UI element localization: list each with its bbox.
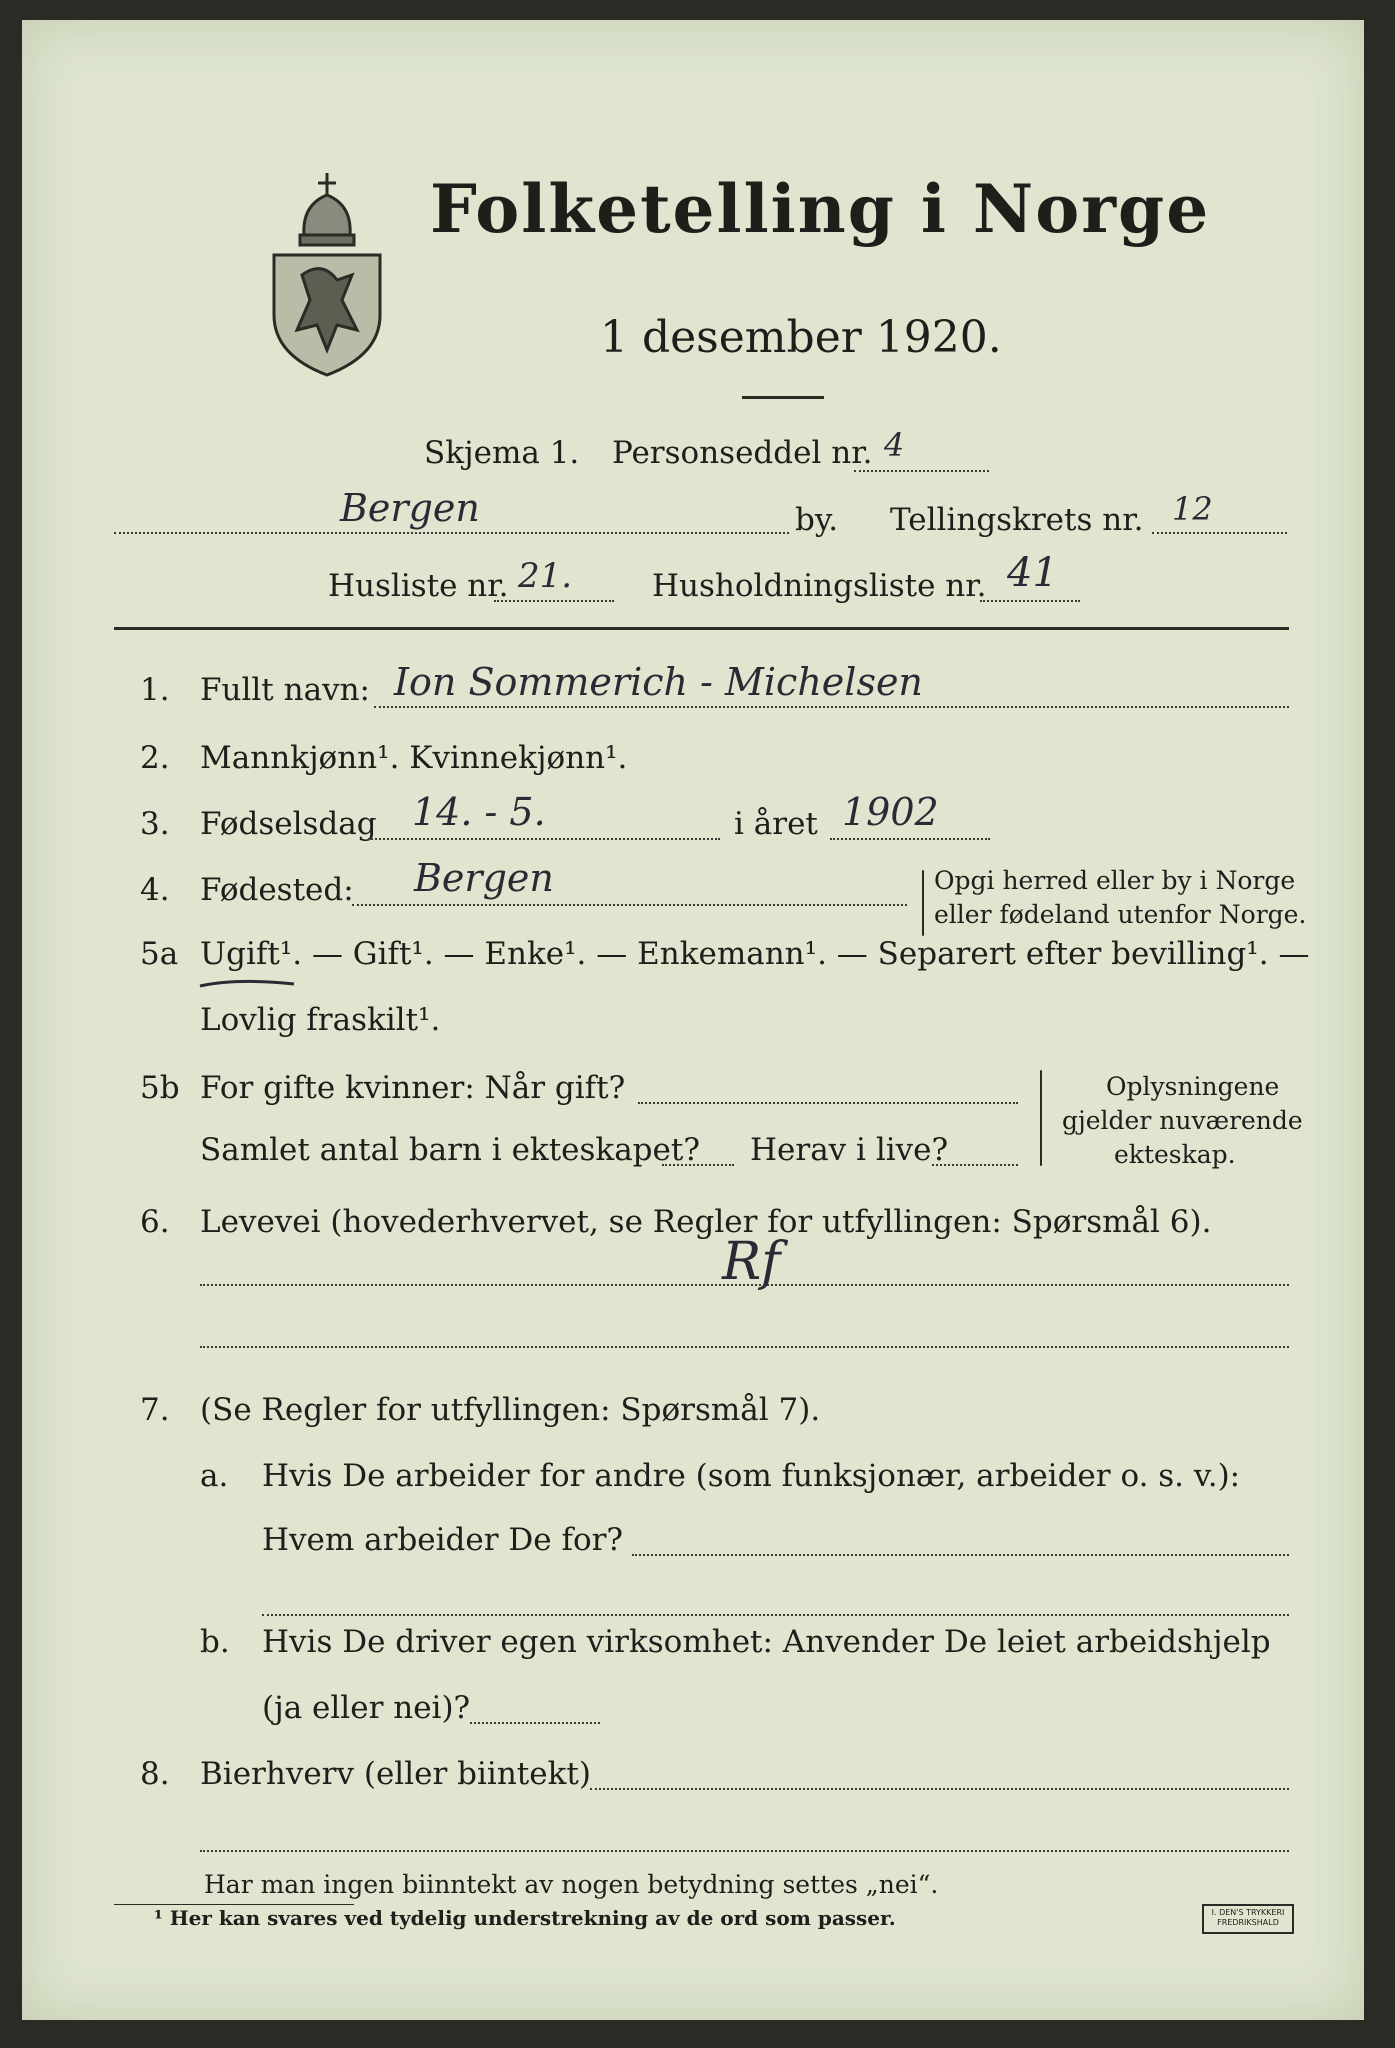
birthday-field — [368, 838, 720, 840]
q4-note-bracket — [922, 870, 924, 936]
occupation-field-2 — [200, 1346, 1289, 1348]
children-alive-field — [932, 1164, 1018, 1166]
side-income-field-1 — [590, 1788, 1289, 1790]
q7b-label: Hvis De driver egen virksomhet: Anvender De leiet arbeidshjelp — [262, 1624, 1271, 1660]
personseddel-value: 4 — [884, 426, 905, 464]
coat-of-arms-icon — [262, 165, 392, 380]
q4-note-1: Opgi herred eller by i Norge — [934, 866, 1296, 895]
sex-options: Mannkjønn¹. Kvinnekjønn¹. — [200, 740, 628, 776]
printer-stamp — [1202, 1904, 1294, 1934]
tellingskrets-label: Tellingskrets nr. — [890, 502, 1144, 538]
q7b-number: b. — [200, 1624, 230, 1660]
children-count-field — [662, 1164, 734, 1166]
q8-label: Bierhverv (eller biintekt) — [200, 1756, 591, 1792]
q3-number: 3. — [140, 806, 170, 842]
tellingskrets-value: 12 — [1172, 490, 1213, 528]
q6-number: 6. — [140, 1204, 170, 1240]
husholdning-value: 41 — [1007, 550, 1058, 596]
employer-field-1 — [632, 1554, 1289, 1556]
q5b-label-1: For gifte kvinner: Når gift? — [200, 1070, 626, 1106]
form-title: Folketelling i Norge — [430, 170, 1211, 248]
census-date: 1 desember 1920. — [600, 312, 1002, 363]
income-note: Har man ingen biinntekt av nogen betydning settes „nei“. — [204, 1870, 939, 1899]
q7-number: 7. — [140, 1392, 170, 1428]
marital-options-2: Lovlig fraskilt¹. — [200, 1002, 441, 1038]
birthday-value: 14. - 5. — [412, 790, 546, 834]
q5b-label-3: Herav i live? — [750, 1132, 949, 1168]
q7a-label: Hvis De arbeider for andre (som funksjonær, arbeider o. s. v.): — [262, 1458, 1241, 1494]
q5b-note-2: gjelder nuværende — [1062, 1106, 1303, 1135]
q5b-note-1: Oplysningene — [1106, 1072, 1280, 1101]
by-field — [114, 532, 789, 534]
marital-options: Ugift¹. — Gift¹. — Enke¹. — Enkemann¹. — Separert efter bevilling¹. — — [200, 936, 1310, 972]
skjema-label: Skjema 1. — [424, 435, 580, 471]
birth-year-value: 1902 — [842, 790, 939, 834]
by-value: Bergen — [340, 486, 480, 530]
personseddel-field — [854, 470, 989, 472]
q2-number: 2. — [140, 740, 170, 776]
q5b-label-2: Samlet antal barn i ekteskapet? — [200, 1132, 700, 1168]
when-married-field — [638, 1102, 1018, 1104]
husliste-value: 21. — [518, 556, 573, 596]
ugift-underline-mark — [198, 970, 298, 994]
q4-note-2: eller fødeland utenfor Norge. — [934, 900, 1307, 929]
q4-label: Fødested: — [200, 872, 354, 908]
q5b-note-3: ekteskap. — [1114, 1140, 1236, 1169]
full-name-value: Ion Sommerich - Michelsen — [394, 660, 923, 704]
q1-number: 1. — [140, 672, 170, 708]
employer-field-2 — [262, 1614, 1289, 1616]
q6-label: Levevei (hovederhvervet, se Regler for utfyllingen: Spørsmål 6). — [200, 1204, 1212, 1240]
census-form-sheet — [22, 20, 1364, 2020]
full-name-field — [374, 706, 1289, 708]
husliste-label: Husliste nr. — [328, 568, 509, 604]
q8-number: 8. — [140, 1756, 170, 1792]
birth-year-field — [830, 838, 990, 840]
footnote-rule — [114, 1904, 354, 1905]
footnote: ¹ Her kan svares ved tydelig understrekning av de ord som passer. — [154, 1906, 896, 1930]
q7-label: (Se Regler for utfyllingen: Spørsmål 7). — [200, 1392, 821, 1428]
husholdning-label: Husholdningsliste nr. — [652, 568, 987, 604]
q5b-number: 5b — [140, 1070, 180, 1106]
q3-label: Fødselsdag — [200, 806, 377, 842]
by-label: by. — [795, 502, 839, 538]
q7a-label-2: Hvem arbeider De for? — [262, 1522, 624, 1558]
occupation-field-1 — [200, 1284, 1289, 1286]
stamp-line-2: FREDRIKSHALD — [1217, 1918, 1279, 1927]
birthplace-field — [352, 904, 907, 906]
birthplace-value: Bergen — [414, 856, 554, 900]
husholdning-field — [980, 600, 1080, 602]
q5a-number: 5a — [140, 936, 179, 972]
q4-number: 4. — [140, 872, 170, 908]
personseddel-label: Personseddel nr. — [612, 435, 873, 471]
tellingskrets-field — [1152, 532, 1287, 534]
occupation-value: Rf — [722, 1232, 781, 1292]
title-divider — [742, 396, 824, 399]
q1-label: Fullt navn: — [200, 672, 370, 708]
q3-year-label: i året — [734, 806, 818, 842]
q7a-number: a. — [200, 1458, 229, 1494]
stamp-line-1: I. DEN'S TRYKKERI — [1211, 1908, 1285, 1917]
header-rule — [114, 627, 1289, 630]
q7b-label-2: (ja eller nei)? — [262, 1690, 471, 1726]
q5b-note-bracket — [1040, 1070, 1042, 1166]
husliste-field — [494, 600, 614, 602]
side-income-field-2 — [200, 1850, 1289, 1852]
hired-help-field — [470, 1722, 600, 1724]
